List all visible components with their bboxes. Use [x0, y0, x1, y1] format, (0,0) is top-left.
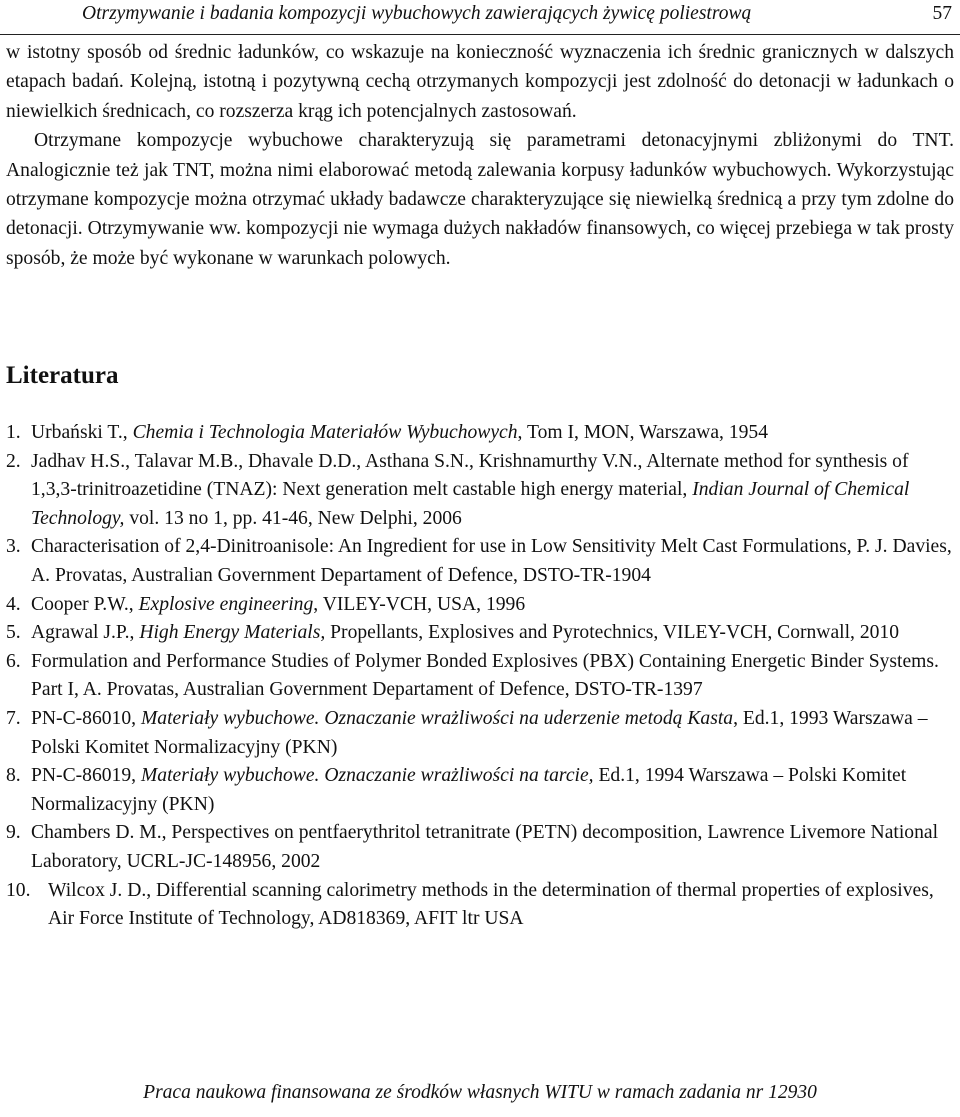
- reference-text: , VILEY-VCH, USA, 1996: [313, 593, 526, 615]
- reference-number: 2.: [6, 450, 21, 472]
- reference-italic: Indian Journal of Chemical Technology,: [31, 479, 910, 529]
- paragraph: w istotny sposób od średnic ładunków, co wskazuje na konieczność wyznaczenia ich średnic granicznych w dalszych etapach badań. Kolejną, istotną i pozytywną cechą otrzymanych kompozycji jest zdolność do detonacji w ładunkach o niewielkich średnicach, co rozszerza krąg ich potencjalnych zastosowań.: [6, 42, 954, 122]
- reference-item: [6, 877, 954, 934]
- reference-number: 1.: [6, 422, 21, 443]
- reference-text: Characterisation of 2,4-Dinitroanisole: An Ingredient for use in Low Sensitivity Melt Cast Formulations, P. J. Davies, A. Provatas, Australian Government Departament of Defence, DSTO-TR-1904: [31, 536, 952, 586]
- reference-text: PN-C-86019,: [31, 765, 141, 787]
- reference-text: Cooper P.W.,: [31, 593, 139, 615]
- reference-text: Formulation and Performance Studies of Polymer Bonded Explosives (PBX) Containing Energetic Binder Systems. Part I, A. Provatas, Australian Government Departament of Defence, DSTO-TR-1397: [31, 650, 939, 701]
- reference-item: [6, 819, 954, 876]
- reference-italic: Explosive engineering: [138, 593, 314, 615]
- reference-number: 5.: [6, 622, 21, 644]
- reference-list: [6, 419, 954, 934]
- reference-text: Urbański T.,: [31, 422, 133, 443]
- page-number: 57: [932, 3, 952, 24]
- paragraph: Otrzymane kompozycje wybuchowe charakteryzują się parametrami detonacyjnymi zbliżonymi do TNT. Analogicznie też jak TNT, można nimi elaborować metodą zalewania korpusy ładunków wybuchowych. Wykorzystując otrzymane kompozycje można otrzymać układy badawcze charakteryzujące się niewielką średnicą a przy tym zdolne do detonacji. Otrzymywanie ww. kompozycji nie wymaga dużych nakładów finansowych, co więcej przebiega w tak prosty sposób, że może być wykonane w warunkach polowych.: [6, 130, 954, 269]
- body-text: [6, 38, 954, 273]
- reference-item: [6, 419, 954, 448]
- reference-number: 9.: [6, 822, 21, 844]
- running-header: [0, 0, 960, 35]
- reference-text: , Tom I, MON, Warszawa, 1954: [517, 422, 769, 443]
- reference-item: [6, 648, 954, 705]
- reference-number: 8.: [6, 765, 21, 787]
- reference-item: [6, 591, 954, 620]
- reference-number: 7.: [6, 707, 21, 729]
- reference-text: Wilcox J. D., Differential scanning calorimetry methods in the determination of thermal properties of explosives, Air Force Institute of Technology, AD818369, AFIT ltr USA: [48, 879, 934, 930]
- reference-text: , Ed.1, 1993 Warszawa – Polski Komitet Normalizacyjny (PKN): [31, 707, 928, 758]
- reference-italic: Materiały wybuchowe. Oznaczanie wrażliwości na tarcie,: [140, 765, 594, 787]
- running-header-title: Otrzymywanie i badania kompozycji wybuchowych zawierających żywicę poliestrową: [82, 3, 752, 24]
- reference-item: [6, 448, 954, 534]
- reference-item: [6, 705, 954, 762]
- reference-text: Jadhav H.S., Talavar M.B., Dhavale D.D., Asthana S.N., Krishnamurthy V.N., Alternate method for synthesis of 1,3,3-trinitroazetidine (TNAZ): Next generation melt castable high energy material,: [31, 450, 909, 501]
- reference-number: 6.: [6, 650, 21, 672]
- reference-number: 3.: [6, 536, 21, 558]
- reference-text: Ed.1, 1994 Warszawa – Polski Komitet Normalizacyjny (PKN): [31, 765, 907, 815]
- reference-text: Chambers D. M., Perspectives on pentfaerythritol tetranitrate (PETN) decomposition, Lawrence Livemore National Laboratory, UCRL-JC-148956, 2002: [31, 822, 939, 872]
- reference-text: Agrawal J.P.,: [31, 622, 140, 644]
- reference-text: Propellants, Explosives and Pyrotechnics, VILEY-VCH, Cornwall, 2010: [325, 622, 900, 644]
- reference-text: vol. 13 no 1, pp. 41-46, New Delphi, 2006: [124, 507, 462, 529]
- section-heading-literatura: Literatura: [6, 362, 119, 389]
- reference-item: [6, 533, 954, 590]
- reference-italic: High Energy Materials,: [139, 622, 326, 644]
- reference-item: [6, 762, 954, 819]
- reference-italic: Materiały wybuchowe. Oznaczanie wrażliwości na uderzenie metodą Kasta: [140, 707, 734, 729]
- reference-number: 4.: [6, 593, 21, 615]
- reference-text: PN-C-86010,: [31, 707, 141, 729]
- reference-item: [6, 619, 954, 648]
- reference-number: 10.: [6, 879, 31, 901]
- reference-italic: Chemia i Technologia Materiałów Wybuchowych: [132, 422, 518, 443]
- funding-note: Praca naukowa finansowana ze środków własnych WITU w ramach zadania nr 12930: [143, 1082, 817, 1103]
